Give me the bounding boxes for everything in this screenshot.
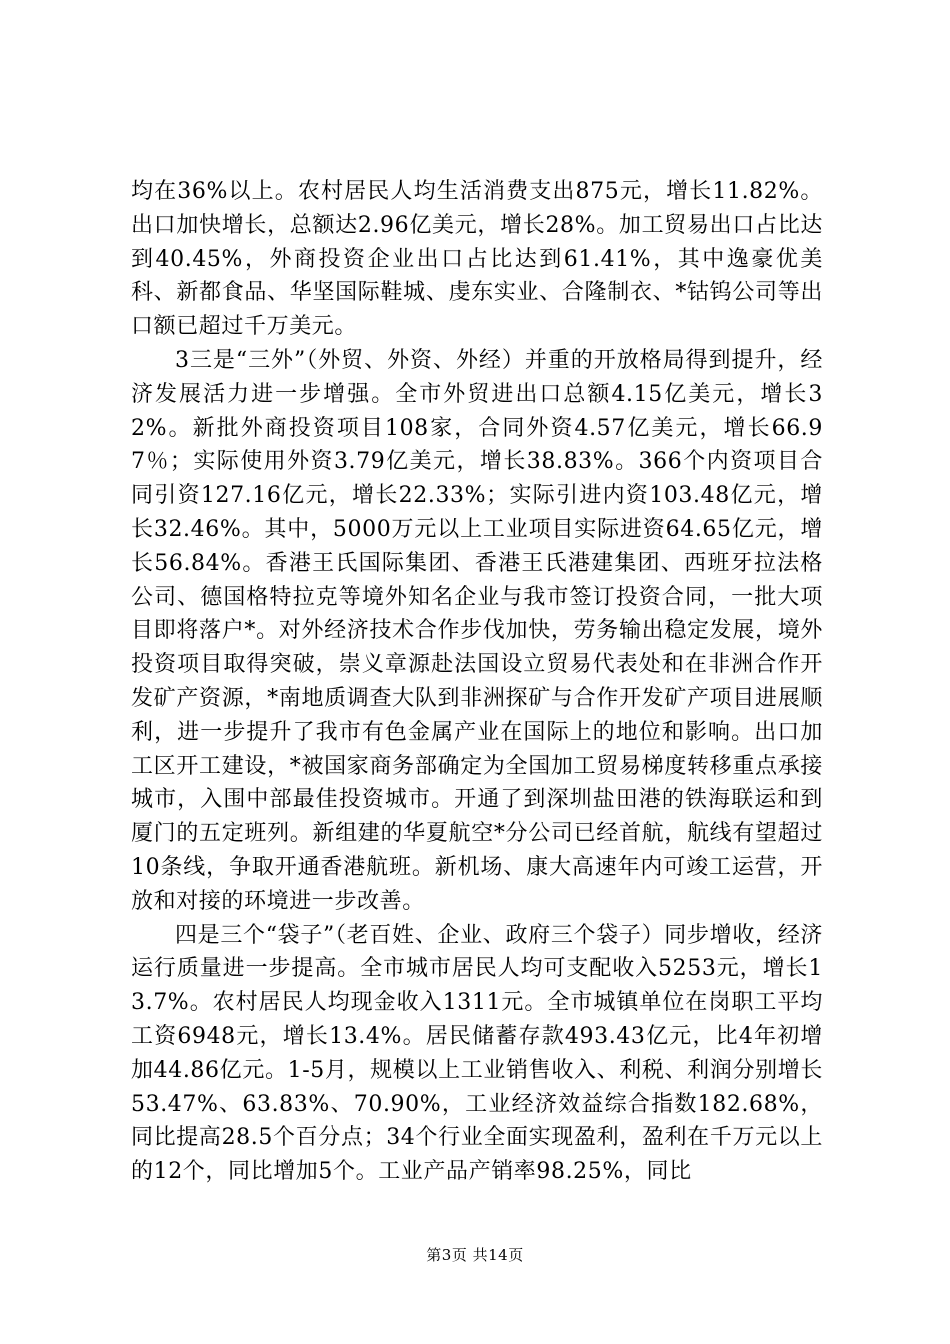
page-footer [0, 1245, 950, 1265]
page-number: 第3页 共14页 [426, 1246, 524, 1264]
paragraph-1: 均在36%以上。农村居民人均生活消费支出875元，增长11.82%。出口加快增长，总额达2.96亿美元，增长28%。加工贸易出口占比达到40.45%，外商投资企业出口占比达到61.41%，其中逸豪优美科、新都食品、华坚国际鞋城、虔东实业、合隆制衣、*钴钨公司等出口额已超过千万美元。 [131, 179, 823, 340]
paragraph-2: 3三是“三外”（外贸、外资、外经）并重的开放格局得到提升，经济发展活力进一步增强。全市外贸进出口总额4.15亿美元，增长32%。新批外商投资项目108家，合同外资4.57亿美元，增长66.97％；实际使用外资3.79亿美元，增长38.83%。366个内资项目合同引资127.16亿元，增长22.33%；实际引进内资103.48亿元，增长32.46%。其中，5000万元以上工业项目实际进资64.65亿元，增长56.84%。香港王氏国际集团、香港王氏港建集团、西班牙拉法格公司、德国格特拉克等境外知名企业与我市签订投资合同，一批大项目即将落户*。对外经济技术合作步伐加快，劳务输出稳定发展，境外投资项目取得突破，崇义章源赴法国设立贸易代表处和在非洲合作开发矿产资源，*南地质调查大队到非洲探矿与合作开发矿产项目进展顺利，进一步提升了我市有色金属产业在国际上的地位和影响。出口加工区开工建设，*被国家商务部确定为全国加工贸易梯度转移重点承接城市，入围中部最佳投资城市。开通了到深圳盐田港的铁海联运和到厦门的五定班列。新组建的华夏航空*分公司已经首航，航线有望超过10条线，争取开通香港航班。新机场、康大高速年内可竣工运营，开放和对接的环境进一步改善。 [131, 347, 823, 914]
document-body [131, 175, 823, 1189]
paragraph-3: 四是三个“袋子”（老百姓、企业、政府三个袋子）同步增收，经济运行质量进一步提高。全市城市居民人均可支配收入5253元，增长13.7%。农村居民人均现金收入1311元。全市城镇单位在岗职工平均工资6948元，增长13.4%。居民储蓄存款493.43亿元，比4年初增加44.86亿元。1-5月，规模以上工业销售收入、利税、利润分别增长53.47%、63.83%、70.90%，工业经济效益综合指数182.68%，同比提高28.5个百分点；34个行业全面实现盈利，盈利在千万元以上的12个，同比增加5个。工业产品产销率98.25%，同比 [131, 922, 823, 1185]
